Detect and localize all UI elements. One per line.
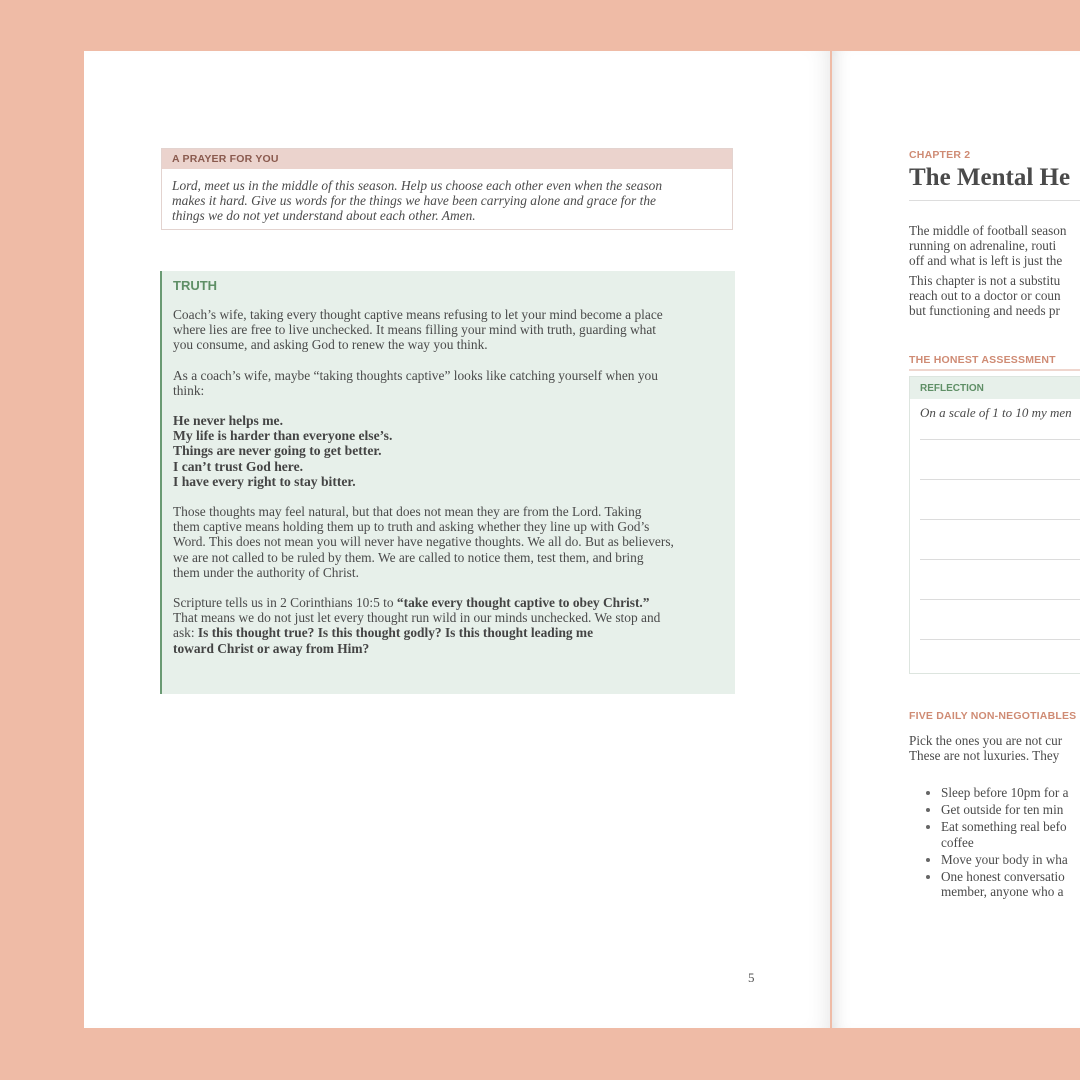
text-line: but functioning and needs pr — [909, 303, 1060, 319]
text-line: we are not called to be ruled by them. We are called to notice them, test them, and bring — [173, 549, 644, 565]
writing-line — [920, 519, 1080, 520]
text-line: them under the authority of Christ. — [173, 564, 359, 580]
pick-paragraph — [909, 733, 1080, 763]
text-line: Word. This does not mean you will never have negative thoughts. We all do. But as believers, — [173, 534, 674, 550]
text-line: Get outside for ten min — [941, 802, 1064, 818]
truth-paragraph-4 — [173, 595, 721, 656]
thought-item: Things are never going to get better. — [173, 443, 382, 459]
list-item — [941, 785, 1080, 800]
list-item — [941, 869, 1080, 899]
text-line: coffee — [941, 834, 974, 850]
text-line: Pick the ones you are not cur — [909, 733, 1063, 748]
thought-item: I can’t trust God here. — [173, 458, 304, 474]
reflection-questions-end: toward Christ or away from Him? — [173, 640, 370, 656]
text-line: think: — [173, 382, 205, 398]
writing-line — [920, 479, 1080, 480]
text-line: This chapter is not a substitu — [909, 273, 1061, 288]
title-divider — [909, 200, 1080, 201]
text-line: them captive means holding them up to truth and asking whether they line up with God’s — [173, 519, 650, 535]
text-line: Coach’s wife, taking every thought captive means refusing to let your mind become a place — [173, 307, 663, 322]
text-line: member, anyone who a — [941, 884, 1064, 900]
writing-line — [920, 439, 1080, 440]
non-negotiables-list — [909, 785, 1080, 901]
thought-item: He never helps me. — [173, 413, 283, 429]
prayer-line: Lord, meet us in the middle of this season. Help us choose each other even when the season — [172, 178, 663, 193]
writing-line — [920, 639, 1080, 640]
writing-line — [920, 559, 1080, 560]
prayer-line: things we do not yet understand about each other. Amen. — [172, 208, 476, 224]
prayer-text — [162, 169, 732, 224]
honest-assessment-heading: THE HONEST ASSESSMENT — [909, 354, 1056, 366]
text-line: Those thoughts may feel natural, but that does not mean they are from the Lord. Taking — [173, 504, 642, 520]
chapter-label: CHAPTER 2 — [909, 149, 971, 161]
reflection-box — [909, 376, 1080, 674]
text-line: These are not luxuries. They — [909, 748, 1060, 764]
non-negotiables-heading: FIVE DAILY NON-NEGOTIABLES — [909, 710, 1077, 722]
text-line: One honest conversatio — [941, 869, 1065, 885]
text-line: reach out to a doctor or coun — [909, 288, 1061, 304]
page-number: 5 — [748, 970, 755, 985]
scripture-quote: “take every thought captive to obey Christ.” — [396, 595, 650, 611]
text-line: Scripture tells us in 2 Corinthians 10:5 to — [173, 595, 397, 611]
text-line: As a coach’s wife, maybe “taking thoughts captive” looks like catching yourself when you — [173, 367, 658, 383]
text-line: where lies are free to live unchecked. It means filling your mind with truth, guarding what — [173, 322, 657, 338]
intro-paragraph-2 — [909, 273, 1080, 319]
text-line: Move your body in wha — [941, 851, 1068, 867]
truth-paragraph-1 — [173, 307, 721, 353]
list-item — [941, 802, 1080, 817]
text-line: off and what is left is just the — [909, 253, 1063, 269]
reflection-heading: REFLECTION — [910, 377, 1080, 399]
truth-box — [160, 271, 735, 694]
reflection-question: On a scale of 1 to 10 my men — [920, 405, 1072, 420]
list-item — [941, 852, 1080, 867]
prayer-box — [161, 148, 733, 230]
list-item — [941, 819, 1080, 849]
intro-paragraph-1 — [909, 223, 1080, 269]
text-line: That means we do not just let every thought run wild in our minds unchecked. We stop and — [173, 610, 661, 626]
truth-paragraph-3 — [173, 504, 721, 580]
text-line: Sleep before 10pm for a — [941, 785, 1069, 800]
truth-paragraph-2 — [173, 368, 721, 398]
text-line: running on adrenaline, routi — [909, 238, 1057, 254]
text-line: you consume, and asking God to renew the way you think. — [173, 337, 488, 353]
truth-heading: TRUTH — [173, 278, 218, 293]
writing-line — [920, 599, 1080, 600]
text-line: ask: — [173, 625, 198, 641]
chapter-title: The Mental He — [909, 164, 1071, 191]
text-line: Eat something real befo — [941, 819, 1067, 835]
text-line: The middle of football season — [909, 223, 1067, 238]
section-divider — [909, 369, 1080, 371]
prayer-heading: A PRAYER FOR YOU — [162, 149, 732, 169]
reflection-questions: Is this thought true? Is this thought godly? Is this thought leading me — [197, 625, 594, 641]
thought-item: My life is harder than everyone else’s. — [173, 428, 393, 444]
captive-thoughts-list — [173, 413, 721, 489]
prayer-line: makes it hard. Give us words for the things we have been carrying alone and grace for the — [172, 193, 656, 209]
thought-item: I have every right to stay bitter. — [173, 473, 356, 489]
